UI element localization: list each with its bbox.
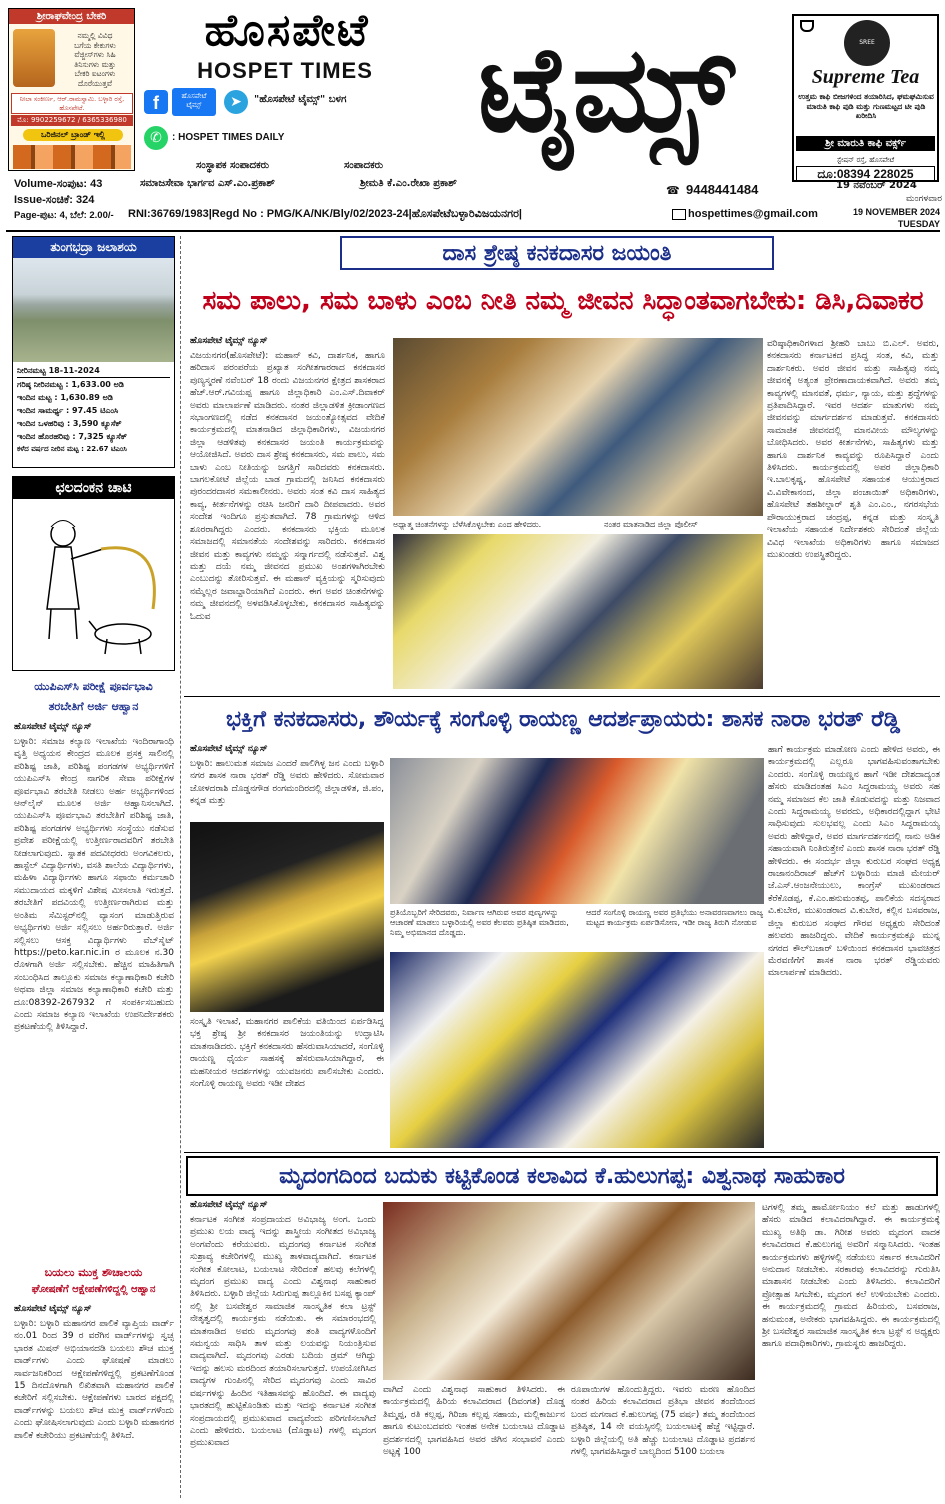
cartoon-title: ಛಲದಂಕನ ಚಾಟಿ xyxy=(13,477,174,499)
tea-ad-logo xyxy=(844,20,890,66)
tea-ad-phone: ದೂ:08394 228025 xyxy=(796,166,935,182)
story1-photo1 xyxy=(393,338,763,516)
story1-byline: ಹೊಸಪೇಟೆ ಟೈಮ್ಸ್ ನ್ಯೂಸ್ xyxy=(190,336,268,346)
story1-photo2 xyxy=(393,534,763,689)
dam-row-inflow: ಇಂದಿನ ಒಳಹರಿವು : 3,590 ಕ್ಯೂಸೆಕ್ xyxy=(17,419,122,428)
telegram-icon[interactable]: ➤ xyxy=(224,90,248,114)
email[interactable]: hospettimes@gmail.com xyxy=(688,208,818,220)
whatsapp-label: : HOSPET TIMES DAILY xyxy=(172,132,285,143)
story2-headline: ಭಕ್ತಿಗೆ ಕನಕದಾಸರು, ಶೌರ್ಯಕ್ಕೆ ಸಂಗೊಳ್ಳಿ ರಾಯಣ್ಣ ಆದರ್ಶಪ್ರಾಯರು: ಶಾಸಕ ನಾರಾ ಭರತ್ ರೆಡ್ಡಿ xyxy=(225,707,901,732)
left-story2-byline: ಹೊಸಪೇಟೆ ಟೈಮ್ಸ್ ನ್ಯೂಸ್ xyxy=(14,1304,92,1314)
left-story1-body: ಬಳ್ಳಾರಿ: ಸಮಾಜ ಕಲ್ಯಾಣ ಇಲಾಖೆಯ ಇಂದಿರಾಗಾಂಧಿ ವೃತ್ತಿ ಅಧ್ಯಯನ ಕೇಂದ್ರದ ಮೂಲಕ ಪ್ರಸಕ್ತ ಸಾಲಿನಲ್ಲಿ ಪರಿಶಿಷ್ಟ ಜಾತಿ, ಪರಿಶಿಷ್ಟ ಪಂಗಡಗಳ ಅಭ್ಯರ್ಥಿಗಳಿಗೆ ಯುಪಿಎಸ್‌ಸಿ ಕೇಂದ್ರ ನಾಗರಿಕ ಸೇವಾ ಪರೀಕ್ಷೆಗಳ ಪೂರ್ವಭಾವಿ ತರಬೇತಿ ನೀಡಲು ಅರ್ಹ ಅಭ್ಯರ್ಥಿಗಳಿಂದ ಆನ್‌ಲೈನ್ ಮೂಲಕ ಅರ್ಜಿ ಆಹ್ವಾನಿಸಲಾಗಿದೆ. ಯುಪಿಎಸ್‌ಸಿ ಪೂರ್ವಭಾವಿ ತರಬೇತಿಗೆ ಪರಿಶಿಷ್ಟ ಜಾತಿ, ಪರಿಶಿಷ್ಟ ಪಂಗಡಗಳ ಅಭ್ಯರ್ಥಿಗಳು ಸಂಸ್ಥೆಯು ನಡೆಸುವ ಪ್ರವೇಶ ಪರೀಕ್ಷೆಯಲ್ಲಿ ಉತ್ತೀರ್ಣರಾದವರಿಗೆ ತರಬೇತಿ ನೀಡಲಾಗುವುದು. ಸ್ನಾತಕ ಪದವೀಧರರು ಅಂಗವಿಕಲರು, ಹಾಸ್ಟೆಲ್ ವಿದ್ಯಾರ್ಥಿಗಳು, ವಸತಿ ಶಾಲೆಯ ವಿದ್ಯಾರ್ಥಿಗಳು, ಮಹಿಳಾ ವಿದ್ಯಾರ್ಥಿಗಳು ಹಾಗೂ ಸಫಾಯಿ ಕರ್ಮಚಾರಿ ಸಮುದಾಯದ ಮಕ್ಕಳಿಗೆ ವಿಶೇಷ ಮೀಸಲಾತಿ ಇರುತ್ತದೆ. ತರಬೇತಿಗೆ ಪದವಿಯಲ್ಲಿ ಉತ್ತೀರ್ಣರಾಗಿರುವ ಮತ್ತು ಅಂತಿಮ ಸೆಮಿಸ್ಟರ್‌ನಲ್ಲಿ ವ್ಯಾಸಂಗ ಮಾಡುತ್ತಿರುವ ಅಭ್ಯರ್ಥಿಗಳು ಅರ್ಜಿ ಸಲ್ಲಿಸಲು ಅರ್ಹರಿರುತ್ತಾರೆ. ಅರ್ಜಿ ಸಲ್ಲಿಸಲು ಆಸಕ್ತ ವಿದ್ಯಾರ್ಥಿಗಳು ವೆಬ್‌ಸೈಟ್ https://peto.kar.nic.in ರ ಮೂಲಕ ನ.30 ರೊಳಗಾಗಿ ಅರ್ಜಿ ಸಲ್ಲಿಸಬೇಕು. ಹೆಚ್ಚಿನ ಮಾಹಿತಿಗಾಗಿ ಸಂಬಂಧಿಸಿದ ತಾಲ್ಲೂಕು ಸಮಾಜ ಕಲ್ಯಾಣಾಧಿಕಾರಿ ಕಚೇರಿ ಅಥವಾ ಜಿಲ್ಲಾ ಸಮಾಜ ಕಲ್ಯಾಣಾಧಿಕಾರಿ ಕಚೇರಿ ಮತ್ತು ದೂ:08392-267932 ಗೆ ಸಂಪರ್ಕಿಸಬಹುದು ಎಂದು ಸಮಾಜ ಕಲ್ಯಾಣ ಇಲಾಖೆಯ ಉಪನಿರ್ದೇಶಕರು ಪ್ರಕಟಣೆಯಲ್ಲಿ ತಿಳಿಸಿದ್ದಾರೆ. xyxy=(14,737,174,1033)
tea-ad-addr: ಸ್ಟೇಷನ್ ರಸ್ತೆ, ಹೊಸಪೇಟೆ xyxy=(836,156,895,164)
dam-row-outflow: ಇಂದಿನ ಹೊರಹರಿವು : 7,325 ಕ್ಯೂಸೆಕ್ xyxy=(17,432,128,441)
story3-photo xyxy=(383,1202,755,1380)
pages-price: Page-ಪುಟ: 4, ಬೆಲೆ: 2.00/- xyxy=(14,210,114,221)
story1-photo1-caption2: ನಂತರ ಮಾತನಾಡಿದ ಜಿಲ್ಲಾ ಪೊಲೀಸ್ xyxy=(604,520,698,529)
story3-headline: ಮೃದಂಗದಿಂದ ಬದುಕು ಕಟ್ಟಿಕೊಂಡ ಕಲಾವಿದ ಕೆ.ಹುಲುಗಪ್ಪ: ವಿಶ್ವನಾಥ ಸಾಹುಕಾರ xyxy=(279,1163,845,1189)
bakery-ad-tag: ಒರಿಜಿನಲ್ ಬ್ರಾಂಡ್ ಇಲ್ಲಿ xyxy=(23,129,123,141)
bakery-ad-line6: ದೊರೆಯುತ್ತವೆ xyxy=(77,78,113,88)
issue: Issue-ಸಂಚಿಕೆ: 324 xyxy=(14,194,95,206)
dam-box xyxy=(12,236,175,468)
left-story2-body: ಬಳ್ಳಾರಿ: ಬಳ್ಳಾರಿ ಮಹಾನಗರ ಪಾಲಿಕೆ ವ್ಯಾಪ್ತಿಯ ವಾರ್ಡ್ ನಂ.01 ರಿಂದ 39 ರ ವರೆಗಿನ ವಾರ್ಡ್‌ಗಳನ್ನು ಸ್ವಚ್ಛ ಭಾರತ ಮಿಷನ್ ಅಭಿಯಾನದಡಿ ಬಯಲು ಶೌಚ ಮುಕ್ತ ವಾರ್ಡ್‌ಗಳು ಎಂದು ಘೋಷಣೆ ಮಾಡಲು ಸಾರ್ವಜನಿಕರಿಂದ ಆಕ್ಷೇಪಣೆಗಳಿದ್ದಲ್ಲಿ ಪ್ರಕಟಣೆಗೊಂಡ 15 ದಿನದೊಳಗಾಗಿ ಲಿಖಿತವಾಗಿ ಮಹಾನಗರ ಪಾಲಿಕೆ ಕಚೇರಿಗೆ ಸಲ್ಲಿಸಬೇಕು. ಆಕ್ಷೇಪಣೆಗಳು ಬಾರದ ಪಕ್ಷದಲ್ಲಿ ವಾರ್ಡ್‌ಗಳನ್ನು ಬಯಲು ಶೌಚ ಮುಕ್ತ ವಾರ್ಡ್‌ಗಳೆಂದು ಎಂದು ಘೋಷಿಸಲಾಗುವುದು ಎಂದು ಬಳ್ಳಾರಿ ಮಹಾನಗರ ಪಾಲಿಕೆ ಕಚೇರಿಯು ಪ್ರಕಟಣೆಯಲ್ಲಿ ತಿಳಿಸಿದೆ. xyxy=(14,1319,174,1441)
day-english: TUESDAY xyxy=(897,219,940,229)
title-english: HOSPET TIMES xyxy=(197,58,373,83)
story1-headline: ಸಮ ಪಾಲು, ಸಮ ಬಾಳು ಎಂಬ ನೀತಿ ನಮ್ಮ ಜೀವನ ಸಿದ್ಧಾಂತವಾಗಬೇಕು: ಡಿಸಿ,ದಿವಾಕರ xyxy=(202,286,924,316)
volume: Volume-ಸಂಪುಟ: 43 xyxy=(14,178,103,190)
day-kannada: ಮಂಗಳವಾರ xyxy=(905,194,942,204)
facebook-page-label: ಹೊಸಪೇಟೆ ಟೈಮ್ಸ್ xyxy=(172,88,216,116)
phone-number: 9448441484 xyxy=(686,182,759,197)
title-kannada: ಹೊಸಪೇಟೆ xyxy=(204,5,370,56)
dam-title: ತುಂಗಭದ್ರಾ ಜಲಾಶಯ xyxy=(13,237,174,258)
facebook-icon[interactable]: f xyxy=(144,90,168,114)
story1-kicker-text: ದಾಸ ಶ್ರೇಷ್ಠ ಕನಕದಾಸರ ಜಯಂತಿ xyxy=(442,240,672,266)
tea-ad-desc: ಉತ್ತಮ ಕಾಫಿ ಬೀಜಗಳಿಂದ ತಯಾರಿಸಿದ, ಘಮಘಮಿಸುವ ಮಾರುತಿ ಕಾಫಿ ಪುಡಿ ಮತ್ತು ಗುಣಮಟ್ಟದ ಟೀ ಪುಡಿ ಖರೀದಿಸಿ xyxy=(798,92,934,120)
story2-byline: ಹೊಸಪೇಟೆ ಟೈಮ್ಸ್ ನ್ಯೂಸ್ xyxy=(190,744,268,754)
story3-headline-box xyxy=(186,1156,938,1196)
tea-ad-shop: ಶ್ರೀ ಮಾರುತಿ ಕಾಫಿ ವರ್ಕ್ಸ್ xyxy=(796,136,935,151)
story2-caption-right: ಆದರೆ ಸಂಗೊಳ್ಳಿ ರಾಯಣ್ಣ ಅವರ ಪ್ರತಿಭೆಯು ಅನಾವರಣವಾಗಲು ರಾಜ್ಯ ಮಟ್ಟದ ಕಾರ್ಯಕ್ರಮ ಏರ್ಪಡಿಸೋಣ, ಇಡೀ ರಾಜ್ಯ ತಿರುಗಿ ನೋಡುವ xyxy=(586,908,764,927)
dam-row-lastyear: ಕಳೆದ ವರ್ಷದ ನೀರಿನ ಮಟ್ಟ : 22.67 ಟಿಎಂಸಿ xyxy=(17,445,127,453)
tea-ad-brand: SREE xyxy=(859,39,875,46)
bakery-ad-address: ನೀಲಾ ಸಂಕೀರ್ಣ, ಆರ್.ರಾಮಸ್ವಾಮಿ. ಬಳ್ಳಾರಿ ರಸ್ತೆ, ಹೊಸಪೇಟೆ. xyxy=(11,93,133,114)
tea-ad-title: Supreme Tea xyxy=(811,66,920,88)
bakery-ad-line5: ಬೇಕರಿ ಐಟಂಗಳು xyxy=(74,69,116,79)
bakery-ad-line2: ಬಗೆಯ ಕೇಕುಗಳು xyxy=(74,40,116,50)
column-divider xyxy=(180,236,181,1498)
masthead-rule xyxy=(6,230,940,232)
dam-row-level: ಇಂದಿನ ಮಟ್ಟ : 1,630.89 ಅಡಿ xyxy=(17,393,113,402)
left-story1-byline: ಹೊಸಪೇಟೆ ಟೈಮ್ಸ್ ನ್ಯೂಸ್ xyxy=(14,722,92,732)
registration-line: RNI:36769/1983|Regd No : PMG/KA/NK/Bly/02/2023-24|ಹೊಸಪೇಟೆಬಳ್ಳಾರಿವಿಜಯನಗರ| xyxy=(128,208,522,220)
date-kannada: 19 ನವೆಂಬರ್ 2024 xyxy=(836,180,917,191)
story1-col1: ವಿಜಯನಗರ(ಹೊಸಪೇಟೆ): ಮಹಾನ್ ಕವಿ, ದಾರ್ಶನಿಕ, ಹಾಗೂ ಹರಿದಾಸ ಪರಂಪರೆಯ ಪ್ರಖ್ಯಾತ ಸಂಗೀತಗಾರರಾದ ಕನಕದಾಸರ ಪುಣ್ಯಸ್ಮರಣೆ ನವೆಂಬರ್ 18 ರಂದು ವಿಜಯನಗರ ಕ್ಷೇತ್ರದ ಶಾಸಕರಾದ ಹೆಚ್.ಆರ್.ಗವಿಯಪ್ಪ ಹಾಗೂ ಜಿಲ್ಲಾಧಿಕಾರಿ ಎಂ.ಎಸ್.ದಿವಾಕರ್ ಅವರು ಮಾಲಾರ್ಪಣೆ ಮಾಡಿದರು. ನಂತರ ಜಿಲ್ಲಾಡಳಿತ ಕ್ರೀಡಾಂಗಣದ ಸಭಾಂಗಣದಲ್ಲಿ ನಡೆದ ಕನಕದಾಸರ ಜಯಂತ್ಯೋತ್ಸವದ ವೇದಿಕೆ ಕಾರ್ಯಕ್ರಮದಲ್ಲಿ ಮಾತನಾಡಿದ ಜಿಲ್ಲಾಧಿಕಾರಿಗಳು, ವಿಜಯನಗರ ಜಿಲ್ಲಾ ಆಡಳಿತವು ಕನಕದಾಸರ ಜಯಂತಿ ಕಾರ್ಯಕ್ರಮವನ್ನು ಆಯೋಜಿಸಿದೆ. ಅವರು ದಾಸ ಶ್ರೇಷ್ಠ ಕನಕದಾಸರು, ಸಮ ಪಾಲು, ಸಮ ಬಾಳು ಎಂಬ ನೀತಿಯನ್ನು ಜಗತ್ತಿಗೆ ಸಾರಿದವರು ಕನಕದಾಸರು. ಬಾಗಲಕೋಟೆ ಜಿಲ್ಲೆಯ ಬಾಡ ಗ್ರಾಮದಲ್ಲಿ ಜನಿಸಿದ ಕನಕದಾಸರು ಪುರಂದರದಾಸರ ಸಮಕಾಲೀನರು. ಅವರು ಸಂತ ಕವಿ ದಾಸ ಸಾಹಿತ್ಯದ ಕಾವ್ಯ, ಕೀರ್ತನೆಗಳನ್ನು ರಚಿಸಿ ಜನರಿಗೆ ದಾರಿ ದೀಪವಾದರು. ಅವರ ಸಂದೇಶ ಇಂದಿಗೂ ಪ್ರಸ್ತುತವಾಗಿದೆ. 78 ಗ್ರಾಮಗಳನ್ನು ಆಳಿದ ಶೂರರಾಗಿದ್ದರು ಎಂದರು. ಕನಕದಾಸರು ಭಕ್ತಿಯ ಮೂಲಕ ಸಮಾಜದಲ್ಲಿ ಸಮಾನತೆಯ ಸಂದೇಶವನ್ನು ಸಾರಿದರು. ಕನಕದಾಸರ ಜೀವನ ಮತ್ತು ಕಾವ್ಯಗಳು ನಮ್ಮನ್ನು ಸನ್ಮಾರ್ಗದಲ್ಲಿ ನಡೆಸುತ್ತವೆ. ವಿಶ್ವ ಮತ್ತು ದಯೆ ನಮ್ಮ ಜೀವನದ ಪ್ರಮುಖ ಅಂಶಗಳಾಗಿರಬೇಕು ಎಂಬುದನ್ನು ತೋರಿಸುತ್ತವೆ. ಈ ಮಹಾನ್ ವ್ಯಕ್ತಿಯನ್ನು ಸ್ಮರಿಸುವುದು ನಮ್ಮೆಲ್ಲರ ಜವಾಬ್ದಾರಿಯಾಗಿದೆ ಎಂದರು. ಈಗ ಅವರ ಚಿಂತನೆಗಳನ್ನು ನಮ್ಮ ಜೀವನದಲ್ಲಿ ಅಳವಡಿಸಿಕೊಳ್ಳಬೇಕು, ಕನಕದಾಸರ ಸಾಹಿತ್ಯವನ್ನು ಓದುವ xyxy=(190,351,385,622)
tea-ad xyxy=(792,14,939,182)
story1-rule xyxy=(184,696,940,697)
whatsapp-icon[interactable]: ✆ xyxy=(144,126,168,150)
story3-caption-right: ರೂಪಾಯಿಗಳ ಹೊಂದುತ್ತಿದ್ದರು. ಇವರು ಮರಣ ಹೊಂದಿದ ನಂತರ ಹಿರಿಯ ಕಲಾವಿದರಾದ ಪ್ರತಿಭಾ ಜೀವನ ತಂದೆಯಿಂದ ಬಂದ ಮಗನಾದ ಕೆ.ಹುಲುಗಪ್ಪ (75 ವರ್ಷ) ತಮ್ಮ ತಂದೆಯಿಂದ ಪ್ರತಿಷ್ಠಿತ, 14 ನೇ ವಯಸ್ಸಿನಲ್ಲಿ ಬಯಲಾಟಕ್ಕೆ ಹೆಜ್ಜೆ ಇಟ್ಟಿದ್ದಾರೆ. ಬಳ್ಳಾರಿ ಜಿಲ್ಲೆಯಲ್ಲಿ ಅತಿ ಹೆಚ್ಚು ಬಯಲಾಟ ದೊಡ್ಡಾಟ ಪ್ರದರ್ಶನ ಗಳಲ್ಲಿ ಭಾಗವಹಿಸಿದ್ದಾರೆ ಬಾಲ್ಯದಿಂದ 5100 ಬಯಲಾ xyxy=(571,1385,755,1458)
bakery-ad-phones: ಮೊ: 9902259672 / 6365336980 xyxy=(11,115,133,126)
story2-col1b: ಸಂಸ್ಕೃತಿ ಇಲಾಖೆ, ಮಹಾನಗರ ಪಾಲಿಕೆಯ ವತಿಯಿಂದ ಏರ್ಪಡಿಸಿದ್ದ ಭಕ್ತ ಶ್ರೇಷ್ಠ ಶ್ರೀ ಕನಕದಾಸರ ಜಯಂತಿಯನ್ನು ಉದ್ಘಾಟಿಸಿ ಮಾತನಾಡಿದರು. ಭಕ್ತಿಗೆ ಕನಕದಾಸರು ಹೆಸರುವಾಸಿಯಾದರೆ, ಸಂಗೊಳ್ಳಿ ರಾಯಣ್ಣ ಧೈರ್ಯ ಸಾಹಸಕ್ಕೆ ಹೆಸರುವಾಸಿಯಾಗಿದ್ದಾರೆ, ಈ ಮಹನೀಯರ ಆದರ್ಶಗಳನ್ನು ಯುವಜನರು ಪಾಲಿಸಬೇಕು ಎಂದರು. ಸಂಗೊಳ್ಳಿ ರಾಯಣ್ಣ ಅವರು ಇಡೀ ದೇಶದ xyxy=(190,1017,384,1090)
left-story1-title1: ಯುಪಿಎಸ್‌ಸಿ ಪರೀಕ್ಷೆ ಪೂರ್ವಭಾವಿ xyxy=(34,680,153,693)
story3-col3: ಟಗಳಲ್ಲಿ ತಮ್ಮ ಹಾರ್ಮೋನಿಯಂ ಕಲೆ ಮತ್ತು ಹಾಡುಗಳಲ್ಲಿ ಹೆಸರು ಮಾಡಿದ ಕಲಾವಿದರಾಗಿದ್ದಾರೆ. ಈ ಕಾರ್ಯಕ್ರಮಕ್ಕೆ ಮುಖ್ಯ ಅತಿಥಿ ಡಾ. ಗಿರೀಶ ಅವರು ಮೃದಂಗ ವಾದಕ ಕಲಾವಿದರಾದ ಕೆ.ಹುಲುಗಪ್ಪ ಅವರಿಗೆ ಸನ್ಮಾನಿಸಿದರು. ಇಂತಹ ಕಾರ್ಯಕ್ರಮಗಳು ಹಳ್ಳಿಗಳಲ್ಲಿ ನಡೆಯಲು ಸರ್ಕಾರ ಕಲಾವಿದರಿಗೆ ಅನುದಾನ ನೀಡಬೇಕು. ಸರಕಾರವು ಕಲಾವಿದರನ್ನು ಗುರುತಿಸಿ ಮಾಶಾಸನ ನೀಡಬೇಕು ಎಂದು ತಿಳಿಸಿದರು. ಕಲಾವಿದರಿಗೆ ಪ್ರೋತ್ಸಾಹ ಸಿಗಬೇಕು, ಮೃದಂಗ ಕಲೆ ಉಳಿಯಬೇಕು ಎಂದರು. ಈ ಕಾರ್ಯಕ್ರಮದಲ್ಲಿ ಗ್ರಾಮದ ಹಿರಿಯರು, ಬಸವರಾಜ, ಹನುಮಂತ, ಅನೇಕರು ಭಾಗವಹಿಸಿದ್ದರು. ಈ ಕಾರ್ಯಕ್ರಮದಲ್ಲಿ ಶ್ರೀ ಬಸವೇಶ್ವರ ಸಾಮಾಜಿಕ ಸಾಂಸ್ಕೃತಿಕ ಕಲಾ ಟ್ರಸ್ಟ್ ನ ಅಧ್ಯಕ್ಷರು ಹಾಗೂ ಪದಾಧಿಕಾರಿಗಳು, ಗ್ರಾಮಸ್ಥರು ಹಾಜರಿದ್ದರು. xyxy=(762,1203,940,1350)
story2-photo-stage xyxy=(390,952,764,1148)
story1-kicker xyxy=(340,236,774,270)
founder-label: ಸಂಸ್ಥಾಪಕ ಸಂಪಾದಕರು xyxy=(196,160,270,171)
bakery-ad-line4: ತಿನಿಸುಗಳು ಮತ್ತು xyxy=(74,59,116,69)
phone-icon: ☎ xyxy=(666,184,680,197)
story2-rule xyxy=(184,1152,940,1153)
dam-row-capacity: ಇಂದಿನ ಸಾಮರ್ಥ್ಯ : 97.45 ಟಿಎಂಸಿ xyxy=(17,406,119,415)
tea-cup-icon xyxy=(800,20,814,32)
story3-caption-left: ವಾಗಿದೆ ಎಂದು ವಿಶ್ವನಾಥ ಸಾಹುಕಾರ ತಿಳಿಸಿದರು. ಈ ಕಾರ್ಯಕ್ರಮದಲ್ಲಿ ಹಿರಿಯ ಕಲಾವಿದರಾದ (ದಿವಂಗತ) ದೊಡ್ಡ ತಿಮ್ಮಪ್ಪ, ರತಿ ಕಲ್ಲಪ್ಪ, ಗಿರಿಜಾ ಕಲ್ಲಪ್ಪ ಸಹಾಯ, ಮಲ್ಲಿಕಾರ್ಜುನ ಹಾಗೂ ಕುಟುಂಬದವರು ಇಂತಹ ಅನೇಕ ಬಯಲಾಟ ದೊಡ್ಡಾಟ ಪ್ರದರ್ಶನದಲ್ಲಿ ಭಾಗವಹಿಸಿದ ಅವರ ಜಿಗಿನ ಸಂಭಾವನೆ ಎಂದು ಅಟ್ಟಕ್ಕೆ 100 xyxy=(383,1385,565,1458)
left-story2-title2: ಘೋಷಣೆಗೆ ಆಕ್ಷೇಪಣೆಗಳಿದ್ದಲ್ಲಿ ಆಹ್ವಾನ xyxy=(31,1284,156,1295)
story2-col3: ಹಾಗೆ ಕಾರ್ಯಕ್ರಮ ಮಾಡೋಣ ಎಂದು ಹೇಳಿದ ಅವರು, ಈ ಕಾರ್ಯಕ್ರಮದಲ್ಲಿ ಎಲ್ಲರೂ ಭಾಗವಹಿಸುವಂತಾಗಬೇಕು ಎಂದರು. ಸಂಗೊಳ್ಳಿ ರಾಯಣ್ಣನ ಹಾಗೆ ಇಡೀ ದೇಶದಾದ್ಯಂತ ಹೆಸರು ಮಾಡಿದಂತಹ ಸಿಎಂ ಸಿದ್ದರಾಮಯ್ಯ ಅವರು ಸಹ ನಮ್ಮ ಸಮಾಜದ ಕೆಲ ಜಾತಿ ಕೊಡುವದನ್ನು ಮತ್ತು ನಿಜವಾದ ಎಂದು ಸಿದ್ದರಾಮಯ್ಯ ಅವರದು, ಅಧಿಕಾರದಲ್ಲಿದ್ದಾಗ ಭೇಟಿ ಸಾಧಿಸುವುದು ಸುಲಭವಲ್ಲ ಎಂದು ಸಿಎಂ ಸಿದ್ದರಾಮಯ್ಯ ಅವರು ಹೇಳಿದ್ದಾರೆ, ಅವರ ಮಾರ್ಗದರ್ಶನದಲ್ಲಿ ನಾನು ಅಡಿಕ ಸಹಾಯವಾಗಿ ನಿಂತಿರುತ್ತೇನೆ ಎಂದು ಶಾಸಕ ನಾರಾ ಭರತ್ ರೆಡ್ಡಿ ಹೇಳಿದರು. ಈ ಸಂದರ್ಭ ಜಿಲ್ಲಾ ಕುರುಬರ ಸಂಘದ ಅಧ್ಯಕ್ಷ ರಾಜಾನಂದಿರಾಜ್ ಹೆಚ್‌ಗೆ ಬಳ್ಳಾರಿಯ ಮಾಜಿ ಮೇಯರ್ ಜೆ.ಎಸ್.ಆಂಜನೇಯುಲು, ಕಾಂಗ್ರೆಸ್ ಮುಖಂಡರಾದ ಕೆರೆಕೊಡಪ್ಪ, ಕೆ.ಎಂ.ಹನುಮಂತಪ್ಪ, ಪಾಲಿಕೆಯ ಸದಸ್ಯರಾದ ವಿ.ಕುಬೇರ, ಮುಖಂಡರಾದ ವಿ.ಕುಬೇರ, ಕಲ್ಲಿನ ಬಸವರಾಜ, ಜಿಲ್ಲಾ ಕುರುಬರ ಸಂಘದ ಗೌರವ ಅಧ್ಯಕ್ಷರು ಸೇರಿದಂತೆ ಹಲವರು ಹಾಜರಿದ್ದರು. ವೇದಿಕೆ ಕಾರ್ಯಕ್ರಮಕ್ಕೂ ಮುನ್ನ ನಗರದ ಕೌಲ್‌ಬಜಾರ್ ಬಳಿಯಿಂದ ಕನಕದಾಸರ ಭಾವಚಿತ್ರದ ಮೆರವಣಿಗೆಗೆ ಶಾಸಕ ನಾರಾ ಭರತ್ ರೆಡ್ಡಿಯವರು ಮಾಲಾರ್ಪಣೆ ಮಾಡಿದರು. xyxy=(768,745,940,979)
bakery-ad-title: ಶ್ರೀರಾಘವೇಂದ್ರ ಬೇಕರಿ xyxy=(9,9,134,24)
left-story2-title1: ಬಯಲು ಮುಕ್ತ ಶೌಚಾಲಯ xyxy=(44,1266,143,1279)
cartoon-drawing xyxy=(13,499,174,664)
sweets-image xyxy=(13,145,131,169)
bakery-ad-line1: ನಮ್ಮಲ್ಲಿ ವಿವಿಧ xyxy=(77,31,113,40)
editor-name: ಶ್ರೀಮತಿ ಕೆ.ಎಂ.ರೇಖಾ ಪ್ರಕಾಶ್ xyxy=(360,178,457,189)
story1-photo1-caption1: ಅಧ್ಯಾತ್ಮ ಚಿಂತನೆಗಳನ್ನು ಬೆಳೆಸಿಕೊಳ್ಳಬೇಕು ಎಂದ ಹೇಳಿದರು. xyxy=(393,520,542,529)
left-story1-title2: ತರಬೇತಿಗೆ ಅರ್ಜಿ ಆಹ್ವಾನ xyxy=(48,700,139,713)
story3-col1: ಕರ್ನಾಟಕ ಸಂಗೀತ ಸಂಪ್ರದಾಯದ ಅವಿಭಾಜ್ಯ ಅಂಗ. ಒಂದು ಪ್ರಮುಖ ಲಯ ವಾದ್ಯ ಇದನ್ನು ಶಾಸ್ತ್ರೀಯ ಸಂಗೀತದ ಅವಿಭಾಜ್ಯ ಅಂಗವೆಂದು ಕರೆಯುವರು. ಮೃದಂಗವು ಕರ್ನಾಟಕ ಸಂಗೀತ ಸುಶ್ರಾವ್ಯ ಕಚೇರಿಗಳಲ್ಲಿ ಮುಖ್ಯ ತಾಳವಾದ್ಯವಾಗಿದೆ. ಕರ್ನಾಟಕ ಸಂಗೀತ ಕೋಲಾಟ, ಬಯಲಾಟ ಸೇರಿದಂತೆ ಹಲವು ಕಲೆಗಳಲ್ಲಿ ಮೃದಂಗ ಪ್ರಮುಖ ವಾದ್ಯ ಎಂದು ವಿಶ್ವನಾಥ ಸಾಹುಕಾರ ತಿಳಿಸಿದರು. ಬಳ್ಳಾರಿ ಜಿಲ್ಲೆಯ ಸಿರುಗುಪ್ಪ ತಾಲ್ಲೂಕಿನ ಬಸಪ್ಪ ಕ್ಯಾಂಪ್ ನಲ್ಲಿ ಶ್ರೀ ಬಸವೇಶ್ವರ ಸಾಮಾಜಿಕ ಸಾಂಸ್ಕೃತಿಕ ಕಲಾ ಟ್ರಸ್ಟ್ ನೇತೃತ್ವದಲ್ಲಿ ಕಾರ್ಯಕ್ರಮ ನಡೆಯಿತು. ಈ ಸಮಾರಂಭದಲ್ಲಿ ಮಾತನಾಡಿದ ಅವರು ಮೃದಂಗವು ತಂತಿ ವಾದ್ಯಗಳೊಂದಿಗೆ ಸಮನ್ವಯ ಸಾಧಿಸಿ ತಾಳ ಮತ್ತು ಲಯವನ್ನು ನಿಯಂತ್ರಿಸುವ ವಾದ್ಯವಾಗಿದೆ. ಮೃದಂಗವು ಎರಡು ಬದಿಯ ಡ್ರಮ್ ಆಗಿದ್ದು ಇದನ್ನು ಹಲಸು ಮರದಿಂದ ತಯಾರಿಸಲಾಗುತ್ತದೆ. ಉಪಯೋಗಿಸಿದ ವಾದ್ಯಗಳ ಗುಂಪಿನಲ್ಲಿ ಸೇರಿದ ಮೃದಂಗವು ಎಂದು ಸಾವಿರ ವರ್ಷಗಳನ್ನು ಹಿಂದಿನ ಇತಿಹಾಸವನ್ನು ಹೊಂದಿದೆ. ಈ ವಾದ್ಯವು ಭಾರತದಲ್ಲಿ ಹುಟ್ಟಿಕೊಂಡಿತು ಮತ್ತು ಇದನ್ನು ಕರ್ನಾಟಕ ಸಂಗೀತ ಸಂಪ್ರದಾಯದಲ್ಲಿ ಪ್ರಮುಖವಾದ ವಾದ್ಯವೆಂದು ಪರಿಗಣಿಸಲಾಗಿದೆ ಎಂದು ಹೇಳಿದರು. ಬಯಲಾಟ (ದೊಡ್ಡಾಟ) ಗಳಲ್ಲಿ ಮೃದಂಗ ಪ್ರಮುಖವಾದ xyxy=(190,1215,376,1449)
dam-row-max: ಗರಿಷ್ಠ ನೀರಿನಮಟ್ಟ : 1,633.00 ಅಡಿ xyxy=(17,380,124,389)
title-big: ಟೈಮ್ಸ್ xyxy=(477,20,735,158)
cartoon-box xyxy=(12,476,175,671)
story1-col3: ವರಿಷ್ಠಾಧಿಕಾರಿಗಳಾದ ಶ್ರೀಹರಿ ಬಾಬು ಬಿ.ಎಲ್. ಅವರು, ಕನಕದಾಸರು ಕರ್ನಾಟಕದ ಪ್ರಸಿದ್ಧ ಸಂತ, ಕವಿ, ಮತ್ತು ದಾರ್ಶನಿಕರು. ಅವರ ಜೀವನ ಮತ್ತು ಸಾಹಿತ್ಯವು ನಮ್ಮ ಜೀವನಕ್ಕೆ ಅತ್ಯಂತ ಪ್ರೇರಣಾದಾಯಕವಾಗಿದೆ. ಅವರು ತಮ್ಮ ಕಾವ್ಯಗಳಲ್ಲಿ ಮಾನವತೆ, ಧರ್ಮ, ನ್ಯಾಯ, ಮತ್ತು ಶ್ರದ್ಧೆಗಳನ್ನು ಪ್ರತಿಪಾದಿಸಿದ್ದಾರೆ. ಇವರ ಆದರ್ಶ ಮಾತುಗಳು ನಮ್ಮ ಜೀವನವನ್ನು ಮಾರ್ಗದರ್ಶನ ಮಾಡುತ್ತವೆ. ಕನಕದಾಸರು ಸಾಮಾಜಿಕ ಜೀವನದಲ್ಲಿ ಮಾನವೀಯ ಮೌಲ್ಯಗಳನ್ನು ಬೋಧಿಸಿದರು. ಅವರ ಕೀರ್ತನೆಗಳು, ಸಾಹಿತ್ಯಗಳು ಮತ್ತು ಹಾಗೂ ದಾರ್ಶನಿಕ ಕಾವ್ಯವನ್ನು ರೂಪಿಸಿದ್ದಾರೆ ಎಂದು ತಿಳಿಸಿದರು. ಕಾರ್ಯಕ್ರಮದಲ್ಲಿ ಅಪರ ಜಿಲ್ಲಾಧಿಕಾರಿ ಇ.ಬಾಲಕೃಷ್ಣ, ಹೊಸಪೇಟೆ ಸಹಾಯಕ ಆಯುಕ್ತರಾದ ವಿ.ವಿವೇಕಾನಂದ, ಜಿಲ್ಲಾ ಪಂಚಾಯಿತ್ ಅಧಿಕಾರಿಗಳು, ಹೊಸಪೇಟೆ ತಹಶೀಲ್ದಾರ್ ಶೃತಿ ಎಂ.ಎಂ., ನಗರಸಭೆಯ ಪೌರಾಯುಕ್ತರಾದ ಚಂದ್ರಪ್ಪ, ಕನ್ನಡ ಮತ್ತು ಸಂಸ್ಕೃತಿ ಇಲಾಖೆಯ ಸಹಾಯಕ ನಿರ್ದೇಶಕರು ಸೇರಿದಂತೆ ಜಿಲ್ಲೆಯ ವಿವಿಧ ಇಲಾಖೆಯ ಅಧಿಕಾರಿಗಳು ಹಾಗೂ ಸಮಾಜದ ಮುಖಂಡರು ಉಪಸ್ಥಿತರಿದ್ದರು. xyxy=(767,339,939,560)
bakery-ad-line3: ವೆಜ್ಜೀಸ್‌ಗಳು ಸಿಹಿ xyxy=(74,50,116,60)
telegram-label: "ಹೊಸಪೇಟೆ ಟೈಮ್ಸ್" ಬಳಗ xyxy=(254,94,347,105)
story2-photo-speaker xyxy=(190,822,384,1012)
bakery-ad-image xyxy=(13,29,55,87)
story2-caption-left: ಪ್ರತಿಯೊಬ್ಬರಿಗೆ ಸೇರಿದವರು, ನಿರ್ವಾಣ ಆಗಿರುವ ಅವರ ಪುಣ್ಯಗಳನ್ನು ಆಚಾರಣೆ ಮಾಡಲು ಬಳ್ಳಾರಿಯಲ್ಲಿ ಅವರ ಕೆಲವರು ಪ್ರತಿಷ್ಠಿತ ಮಾಡಿದರು, ನಿಮ್ಮ ಅಭಿಮಾನದ ದೊಡ್ಡದು. xyxy=(390,908,569,937)
founder-name: ಸಮಾಜಸೇವಾ ಭಾರ್ಗವ ಎಸ್.ಎಂ.ಪ್ರಕಾಶ್ xyxy=(140,178,275,189)
bakery-ad xyxy=(8,8,135,171)
editor-label: ಸಂಪಾದಕರು xyxy=(344,160,384,171)
story3-byline: ಹೊಸಪೇಟೆ ಟೈಮ್ಸ್ ನ್ಯೂಸ್ xyxy=(190,1200,268,1210)
dam-photo xyxy=(13,258,174,362)
email-icon xyxy=(672,209,686,220)
date-english: 19 NOVEMBER 2024 xyxy=(852,207,940,217)
story2-col1a: ಬಳ್ಳಾರಿ: ಹಾಲುಮತ ಸಮಾಜ ಎಂದರೆ ಪಾಲಿಗಿಳ್ಳ ಜನ ಎಂದು ಬಳ್ಳಾರಿ ನಗರ ಶಾಸಕ ನಾರಾ ಭರತ್ ರೆಡ್ಡಿ ಅವರು ಹೇಳಿದರು. ಸೋಮವಾರ ಜೋಳದರಾಶಿ ದೊಡ್ಡನಗೌಡ ರಂಗಮಂದಿರದಲ್ಲಿ ಜಿಲ್ಲಾಡಳಿತ, ಜಿ.ಪಂ, ಕನ್ನಡ ಮತ್ತು xyxy=(190,759,384,807)
story2-photo-procession xyxy=(390,758,764,904)
dam-row-date: ನೀರಿನಮಟ್ಟ 18-11-2024 xyxy=(17,364,170,378)
